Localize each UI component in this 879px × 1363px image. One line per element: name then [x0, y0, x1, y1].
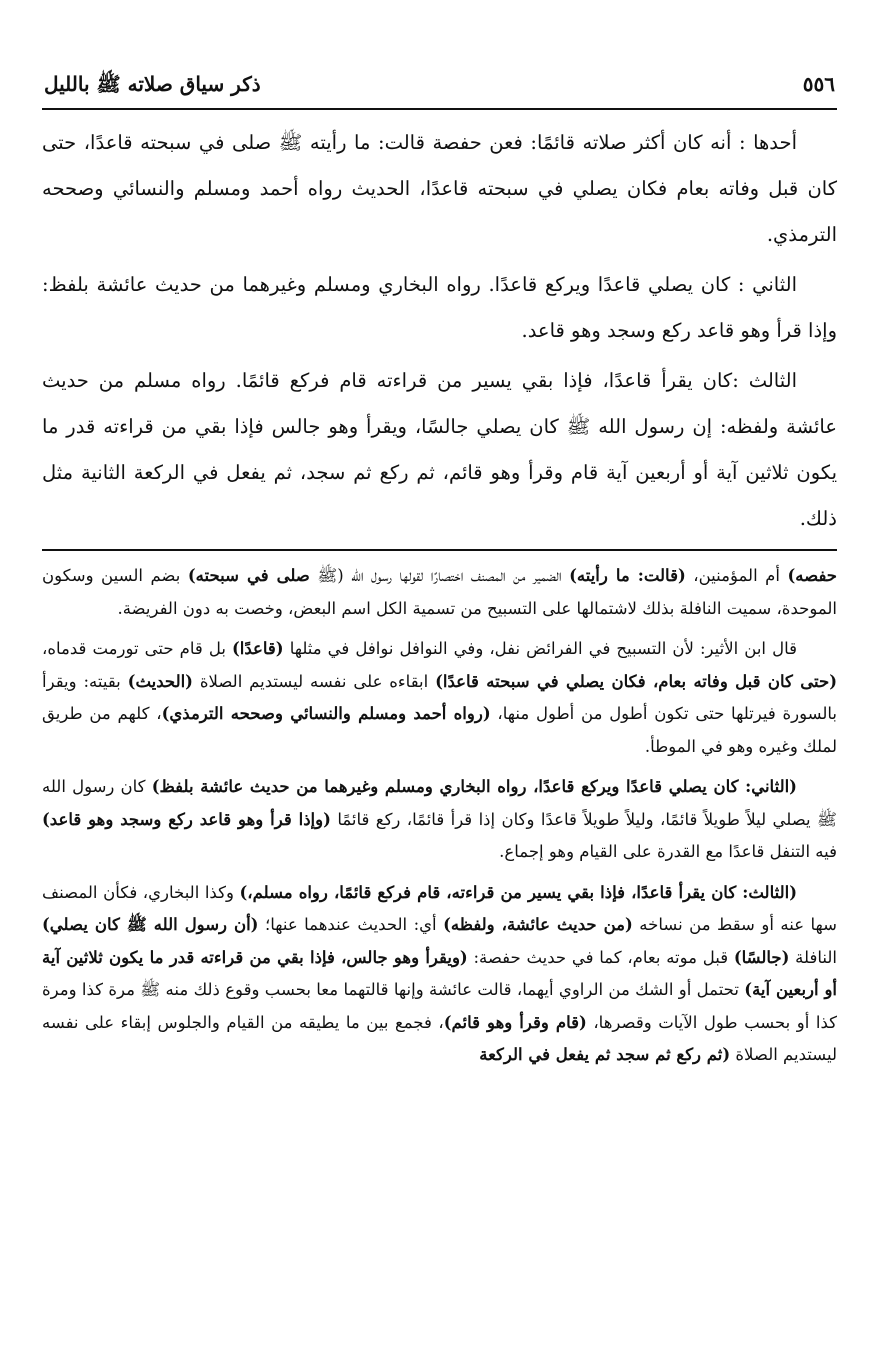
commentary-paragraph-1: حفصه) أم المؤمنين، (قالت: ما رأيته) الضمير من المصنف اختصارًا لقولها رسول الله (ﷺ صلى في سبحته) بضم السين وسكون الموحدة، سميت النافلة بذلك لاشتمالها على التسبيح من تسمية الكل اسم البعض، وخصت به دون الفريضة.: [42, 566, 837, 618]
commentary-paragraph-2: قال ابن الأثير: لأن التسبيح في الفرائض نفل، وفي النوافل نوافل في مثلها (قاعدًا) بل قام حتى تورمت قدماه، (حتى كان قبل وفاته بعام، فكان يصلي في سبحته قاعدًا) ابقاءه على نفسه ليستديم الصلاة (الحديث) بقيته: ويقرأ بالسورة فيرتلها حتى تكون أطول من أطول منها، (رواه أحمد ومسلم والنسائي وصححه الترمذي)، كلهم من طريق لملك وغيره وهو في الموطأ.: [42, 639, 838, 756]
header-divider: [42, 108, 837, 110]
main-paragraph-1: أحدها : أنه كان أكثر صلاته قائمًا: فعن حفصة قالت: ما رأيته ﷺ صلى في سبحته قاعدًا، حتى كان قبل وفاته بعام فكان يصلي في سبحته قاعدًا، الحديث رواه أحمد ومسلم والنسائي وصححه الترمذي.: [42, 131, 837, 246]
commentary-paragraph-4: (الثالث: كان يقرأ قاعدًا، فإذا بقي يسير من قراءته، قام فركع قائمًا، رواه مسلم،) وكذا البخاري، فكأن المصنف سها عنه أو سقط من نساخه (من حديث عائشة، ولفظه) أي: الحديث عندهما عنها؛ (أن رسول الله ﷺ كان يصلي) النافلة (جالسًا) قبل موته بعام، كما في حديث حفصة: (ويقرأ وهو جالس، فإذا بقي من قراءته قدر ما يكون ثلاثين آية أو أربعين آية) تحتمل أو الشك من الراوي أيهما، قالت عائشة وإنها قالتهما معا بحسب وقوع ذلك منه ﷺ مرة كذا ومرة كذا أو بحسب طول الآيات وقصرها، (قام وقرأ وهو قائم)، فجمع بين ما يطيقه من القيام والجلوس إبقاء على نفسه ليستديم الصلاة (ثم ركع ثم سجد ثم يفعل في الركعة: [42, 882, 837, 1064]
page-header: [44, 70, 835, 106]
commentary-text: [42, 560, 837, 1080]
main-paragraph-3: الثالث :كان يقرأ قاعدًا، فإذا بقي يسير من قراءته قام فركع قائمًا. رواه مسلم من حديث عائشة ولفظه: إن رسول الله ﷺ كان يصلي جالسًا، ويقرأ وهو جالس فإذا بقي من قراءته قدر ما يكون ثلاثين آية أو أربعين آية قام وقرأ وهو قائم، ثم ركع ثم سجد، ثم يفعل في الركعة الثانية مثل ذلك.: [42, 369, 837, 530]
commentary-paragraph-3: (الثاني: كان يصلي قاعدًا ويركع قاعدًا، رواه البخاري ومسلم وغيرهما من حديث عائشة بلفظ) كان رسول الله ﷺ يصلي ليلاً طويلاً قائمًا، وليلاً طويلاً قاعدًا وكان إذا قرأ قائمًا، ركع قائمًا (وإذا قرأ وهو قاعد ركع وسجد وهو قاعد) فيه التنفل قاعدًا مع القدرة على القيام وهو إجماع.: [42, 777, 837, 861]
main-paragraph-2: الثاني : كان يصلي قاعدًا ويركع قاعدًا. رواه البخاري ومسلم وغيرهما من حديث عائشة بلفظ: وإذا قرأ وهو قاعد ركع وسجد وهو قاعد.: [42, 273, 837, 342]
footnote-divider: [42, 549, 837, 551]
running-title: ذكر سياق صلاته ﷺ بالليل: [44, 72, 261, 96]
main-text: [42, 120, 837, 546]
page-number: ٥٥٦: [802, 72, 835, 96]
